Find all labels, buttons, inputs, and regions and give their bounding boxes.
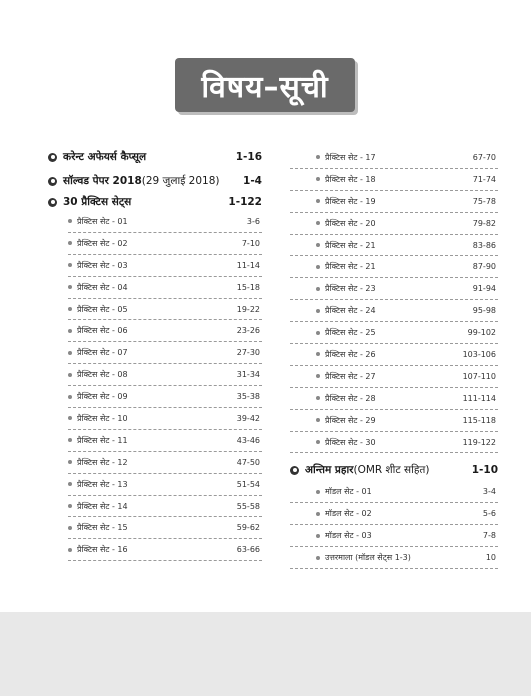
toc-row-label: प्रैक्टिस सेट - 09 xyxy=(77,392,128,402)
bullet-icon xyxy=(68,438,72,442)
toc-section xyxy=(48,193,262,211)
toc-row-label: प्रैक्टिस सेट - 21 xyxy=(325,240,376,250)
toc-row-pages: 5-6 xyxy=(482,509,496,519)
toc-row-pages: 7-10 xyxy=(241,238,260,248)
toc-row xyxy=(290,432,498,454)
check-bullet-icon xyxy=(48,177,57,186)
toc-row xyxy=(68,517,262,539)
title-box xyxy=(175,58,355,112)
toc-row-label: प्रैक्टिस सेट - 23 xyxy=(325,284,376,294)
toc-row xyxy=(68,386,262,408)
toc-row-pages: 115-118 xyxy=(462,415,496,425)
toc-row xyxy=(290,278,498,300)
toc-list xyxy=(290,147,498,453)
section-pages: 1-122 xyxy=(228,196,262,208)
toc-row-pages: 11-14 xyxy=(236,260,260,270)
bullet-icon xyxy=(68,395,72,399)
toc-row xyxy=(68,299,262,321)
toc-row xyxy=(290,525,498,547)
bullet-icon xyxy=(68,482,72,486)
toc-row xyxy=(290,481,498,503)
bullet-icon xyxy=(316,534,320,538)
toc-section xyxy=(48,145,262,169)
toc-row xyxy=(290,213,498,235)
bullet-icon xyxy=(68,263,72,267)
toc-row-pages: 31-34 xyxy=(236,370,260,380)
section-label-extra: (29 जुलाई 2018) xyxy=(141,175,220,187)
toc-row-label: प्रैक्टिस सेट - 29 xyxy=(325,415,376,425)
bullet-icon xyxy=(68,548,72,552)
toc-row-label: प्रैक्टिस सेट - 02 xyxy=(77,238,128,248)
toc-row xyxy=(68,277,262,299)
bullet-icon xyxy=(316,490,320,494)
toc-row-pages: 43-46 xyxy=(236,435,260,445)
check-bullet-icon xyxy=(290,466,299,475)
toc-row-pages: 15-18 xyxy=(236,282,260,292)
toc-row-label: प्रैक्टिस सेट - 03 xyxy=(77,260,128,270)
toc-row-pages: 3-6 xyxy=(246,216,260,226)
bullet-icon xyxy=(316,177,320,181)
toc-row-pages: 27-30 xyxy=(236,348,260,358)
toc-row xyxy=(68,233,262,255)
toc-row-label: प्रैक्टिस सेट - 25 xyxy=(325,328,376,338)
page-bottom-margin xyxy=(0,612,531,696)
toc-row xyxy=(290,300,498,322)
toc-row-label: प्रैक्टिस सेट - 04 xyxy=(77,282,128,292)
toc-row-label: प्रैक्टिस सेट - 19 xyxy=(325,196,376,206)
toc-row xyxy=(290,344,498,366)
bullet-icon xyxy=(316,512,320,516)
toc-row xyxy=(68,255,262,277)
toc-row-label: प्रैक्टिस सेट - 30 xyxy=(325,437,376,447)
toc-row-pages: 55-58 xyxy=(236,501,260,511)
bullet-icon xyxy=(316,440,320,444)
toc-row-pages: 63-66 xyxy=(236,545,260,555)
toc-row xyxy=(290,388,498,410)
bullet-icon xyxy=(68,373,72,377)
bullet-icon xyxy=(316,287,320,291)
toc-row-label: प्रैक्टिस सेट - 12 xyxy=(77,457,128,467)
toc-row-pages: 99-102 xyxy=(467,328,496,338)
bullet-icon xyxy=(68,416,72,420)
bullet-icon xyxy=(68,504,72,508)
bullet-icon xyxy=(68,526,72,530)
toc-row xyxy=(68,452,262,474)
bullet-icon xyxy=(316,418,320,422)
toc-row-label: मॉडल सेट - 01 xyxy=(325,487,372,497)
bullet-icon xyxy=(68,219,72,223)
toc-row xyxy=(290,366,498,388)
toc-row-pages: 83-86 xyxy=(472,240,496,250)
toc-row-label: मॉडल सेट - 03 xyxy=(325,531,372,541)
toc-row-pages: 107-110 xyxy=(462,371,496,381)
toc-row-label: प्रैक्टिस सेट - 05 xyxy=(77,304,128,314)
bullet-icon xyxy=(316,155,320,159)
toc-row-label: प्रैक्टिस सेट - 20 xyxy=(325,218,376,228)
toc-row xyxy=(68,474,262,496)
toc-row xyxy=(68,364,262,386)
toc-row-pages: 19-22 xyxy=(236,304,260,314)
toc-row-label: प्रैक्टिस सेट - 13 xyxy=(77,479,128,489)
bullet-icon xyxy=(68,307,72,311)
toc-row xyxy=(290,147,498,169)
bullet-icon xyxy=(316,374,320,378)
toc-row xyxy=(290,169,498,191)
toc-row-label: प्रैक्टिस सेट - 01 xyxy=(77,216,128,226)
toc-row-label: प्रैक्टिस सेट - 16 xyxy=(77,545,128,555)
toc-row-label: प्रैक्टिस सेट - 11 xyxy=(77,435,128,445)
section-label-extra: (OMR शीट सहित) xyxy=(353,464,430,477)
toc-row-label: प्रैक्टिस सेट - 27 xyxy=(325,371,376,381)
section-label: अन्तिम प्रहार xyxy=(305,464,354,477)
toc-row xyxy=(68,342,262,364)
toc-row-pages: 95-98 xyxy=(472,306,496,316)
toc-row-label: प्रैक्टिस सेट - 07 xyxy=(77,348,128,358)
toc-row xyxy=(290,410,498,432)
toc-list xyxy=(68,211,262,561)
toc-row-pages: 111-114 xyxy=(462,393,496,403)
toc-row xyxy=(290,235,498,257)
toc-row-pages: 39-42 xyxy=(236,413,260,423)
toc-row xyxy=(68,430,262,452)
bullet-icon xyxy=(68,241,72,245)
toc-row-pages: 91-94 xyxy=(472,284,496,294)
section-label: सॉल्वड पेपर 2018 xyxy=(63,175,142,187)
bullet-icon xyxy=(316,396,320,400)
toc-row-pages: 23-26 xyxy=(236,326,260,336)
toc-row-label: प्रैक्टिस सेट - 08 xyxy=(77,370,128,380)
toc-row-label: प्रैक्टिस सेट - 24 xyxy=(325,306,376,316)
section-pages: 1-10 xyxy=(471,464,498,477)
bullet-icon xyxy=(68,285,72,289)
section-pages: 1-4 xyxy=(243,175,262,187)
toc-row xyxy=(68,539,262,561)
toc-row-label: प्रैक्टिस सेट - 10 xyxy=(77,413,128,423)
toc-row-label: मॉडल सेट - 02 xyxy=(325,509,372,519)
bullet-icon xyxy=(316,199,320,203)
bullet-icon xyxy=(316,556,320,560)
toc-row xyxy=(290,256,498,278)
toc-list xyxy=(290,481,498,569)
toc-row-pages: 67-70 xyxy=(472,152,496,162)
toc-row-label: प्रैक्टिस सेट - 15 xyxy=(77,523,128,533)
toc-row xyxy=(290,503,498,525)
toc-row-pages: 51-54 xyxy=(236,479,260,489)
toc-row-pages: 87-90 xyxy=(472,262,496,272)
toc-row-label: प्रैक्टिस सेट - 26 xyxy=(325,349,376,359)
toc-row-pages: 35-38 xyxy=(236,392,260,402)
toc-row xyxy=(290,191,498,213)
toc-row-pages: 71-74 xyxy=(472,174,496,184)
bullet-icon xyxy=(316,265,320,269)
toc-row-pages: 79-82 xyxy=(472,218,496,228)
section-label: 30 प्रैक्टिस सेट्स xyxy=(63,196,132,208)
section-pages: 1-16 xyxy=(235,151,262,163)
toc-row-pages: 75-78 xyxy=(472,196,496,206)
toc-row-pages: 119-122 xyxy=(462,437,496,447)
check-bullet-icon xyxy=(48,198,57,207)
toc-right-column xyxy=(290,147,498,569)
toc-row-pages: 59-62 xyxy=(236,523,260,533)
toc-row-label: प्रैक्टिस सेट - 28 xyxy=(325,393,376,403)
bullet-icon xyxy=(316,331,320,335)
toc-row-label: प्रैक्टिस सेट - 17 xyxy=(325,152,376,162)
toc-row-label: उत्तरमाला (मॉडल सेट्स 1-3) xyxy=(325,553,411,563)
bullet-icon xyxy=(68,460,72,464)
toc-section xyxy=(290,459,498,481)
toc-row xyxy=(68,408,262,430)
toc-row-label: प्रैक्टिस सेट - 21 xyxy=(325,262,376,272)
bullet-icon xyxy=(316,243,320,247)
toc-row-label: प्रैक्टिस सेट - 18 xyxy=(325,174,376,184)
check-bullet-icon xyxy=(48,153,57,162)
toc-row-pages: 103-106 xyxy=(462,349,496,359)
toc-row xyxy=(68,320,262,342)
toc-row-pages: 7-8 xyxy=(482,531,496,541)
toc-left-column xyxy=(48,145,262,561)
toc-row xyxy=(68,211,262,233)
toc-row-label: प्रैक्टिस सेट - 06 xyxy=(77,326,128,336)
section-label: करेन्ट अफेयर्स कैप्सूल xyxy=(63,151,147,163)
bullet-icon xyxy=(68,351,72,355)
bullet-icon xyxy=(316,309,320,313)
toc-section xyxy=(48,169,262,193)
bullet-icon xyxy=(316,221,320,225)
bullet-icon xyxy=(316,352,320,356)
toc-row-pages: 10 xyxy=(485,553,496,563)
toc-row-pages: 3-4 xyxy=(482,487,496,497)
page-title: विषय–सूची xyxy=(201,69,329,105)
toc-row-pages: 47-50 xyxy=(236,457,260,467)
bullet-icon xyxy=(68,329,72,333)
toc-row xyxy=(68,496,262,518)
toc-row xyxy=(290,322,498,344)
toc-row xyxy=(290,547,498,569)
toc-row-label: प्रैक्टिस सेट - 14 xyxy=(77,501,128,511)
